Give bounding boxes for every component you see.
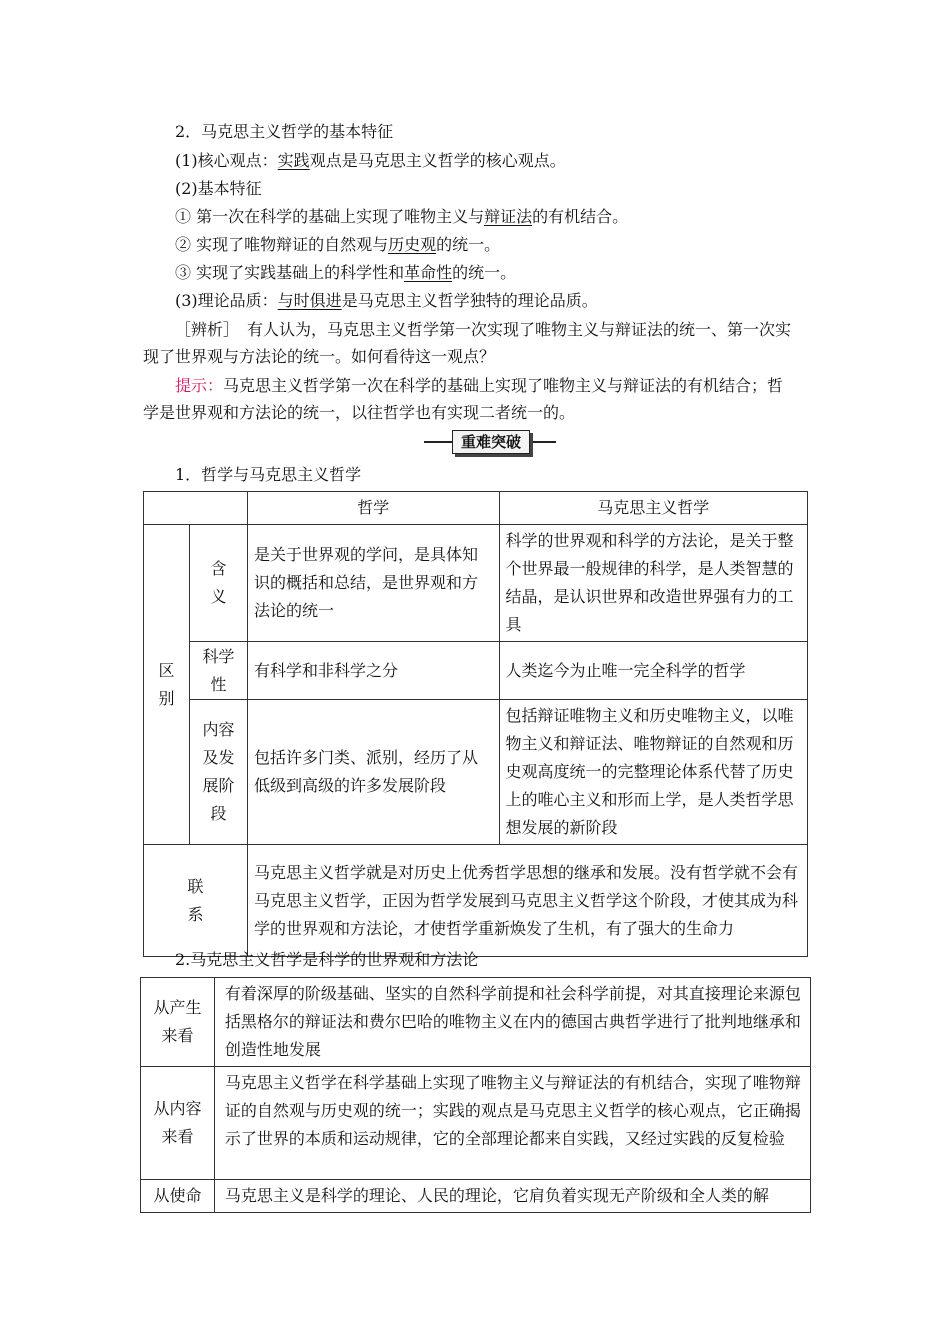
row-label: 从产生来看 (141, 978, 215, 1067)
label: (1)核心观点： (175, 151, 278, 170)
text: 观点是马克思主义哲学的核心观点。 (309, 151, 566, 170)
text: 马克思主义哲学第一次在科学的基础上实现了唯物主义与辩证法的有机结合；哲 (223, 376, 784, 395)
underlined-term: 革命性 (404, 263, 453, 282)
comparison-table (143, 491, 808, 957)
cell-marxism: 包括辩证唯物主义和历史唯物主义，以唯物主义和辩证法、唯物辩证的自然观和历史观高度统一的完整理论体系代替了历史上的唯心主义和形而上学，是人类哲学思想发展的新阶段 (499, 700, 807, 845)
analysis-line-2: 现了世界观与方法论的统一。如何看待这一观点？ (143, 347, 496, 366)
table-row (141, 1067, 811, 1180)
feature-2 (175, 234, 500, 256)
feature-1 (175, 206, 628, 228)
text: ③ 实现了实践基础上的科学性和 (175, 263, 405, 282)
row-label: 含义 (189, 525, 247, 642)
scientific-worldview-table (140, 977, 811, 1213)
underlined-term: 历史观 (388, 235, 437, 254)
section-banner (424, 430, 556, 454)
text: 的有机结合。 (532, 207, 629, 226)
row-label: 内容及发展阶段 (189, 700, 247, 845)
row-label: 从使命 (141, 1180, 215, 1213)
cell-marxism: 科学的世界观和科学的方法论，是关于整个世界最一般规律的科学，是人类智慧的结晶，是认识世界和改造世界强有力的工具 (499, 525, 807, 642)
table-row (144, 525, 808, 642)
underlined-term: 辩证法 (484, 207, 533, 226)
cell-marxism: 人类迄今为止唯一完全科学的哲学 (499, 642, 807, 700)
text: ① 第一次在科学的基础上实现了唯物主义与 (175, 207, 485, 226)
text: ② 实现了唯物辩证的自然观与 (175, 235, 389, 254)
header-empty (144, 492, 248, 525)
link-text: 马克思主义哲学就是对历史上优秀哲学思想的继承和发展。没有哲学就不会有马克思主义哲学，正因为哲学发展到马克思主义哲学这个阶段，才使其成为科学的世界观和方法论，才使哲学重新焕发了生机，有了强大的生命力 (247, 845, 807, 957)
row-text: 马克思主义是科学的理论、人民的理论，它肩负着实现无产阶级和全人类的解 (214, 1180, 810, 1213)
table-header-row (144, 492, 808, 525)
row-label: 从内容来看 (141, 1067, 215, 1180)
cell-philosophy: 包括许多门类、派别，经历了从低级到高级的许多发展阶段 (247, 700, 499, 845)
banner-label: 重难突破 (452, 430, 530, 454)
table-row (144, 700, 808, 845)
cell-philosophy: 有科学和非科学之分 (247, 642, 499, 700)
label: (3)理论品质： (175, 291, 278, 310)
feature-3 (175, 262, 516, 284)
features-heading: (2)基本特征 (175, 179, 262, 198)
hint-line-1 (175, 375, 783, 397)
banner-rule-right (530, 441, 556, 443)
section-title: 2．马克思主义哲学的基本特征 (175, 122, 394, 141)
text: 是马克思主义哲学独特的理论品质。 (341, 291, 598, 310)
table-row (141, 1180, 811, 1213)
row-text: 马克思主义哲学在科学基础上实现了唯物主义与辩证法的有机结合，实现了唯物辩证的自然观与历史观的统一；实践的观点是马克思主义哲学的核心观点，它正确揭示了世界的本质和运动规律，它的全部理论都来自实践，又经过实践的反复检验 (214, 1067, 810, 1180)
link-label: 联系 (144, 845, 248, 957)
table-row (141, 978, 811, 1067)
hint-label: 提示： (175, 376, 224, 395)
cell-philosophy: 是关于世界观的学问，是具体知识的概括和总结，是世界观和方法论的统一 (247, 525, 499, 642)
hint-line-2: 学是世界观和方法论的统一，以往哲学也有实现二者统一的。 (143, 403, 576, 422)
table-row (144, 845, 808, 957)
row-group-label: 区别 (144, 525, 190, 845)
header-philosophy: 哲学 (247, 492, 499, 525)
underlined-term: 与时俱进 (277, 291, 342, 310)
header-marxism: 马克思主义哲学 (499, 492, 807, 525)
core-viewpoint-line (175, 150, 566, 172)
row-label: 科学性 (189, 642, 247, 700)
theory-quality-line (175, 290, 598, 312)
table2-title: 2.马克思主义哲学是科学的世界观和方法论 (175, 950, 479, 969)
text: 的统一。 (452, 263, 517, 282)
row-text: 有着深厚的阶级基础、坚实的自然科学前提和社会科学前提，对其直接理论来源包括黑格尔的辩证法和费尔巴哈的唯物主义在内的德国古典哲学进行了批判地继承和创造性地发展 (214, 978, 810, 1067)
text: 的统一。 (436, 235, 501, 254)
table1-title: 1．哲学与马克思主义哲学 (175, 465, 362, 484)
table-row (144, 642, 808, 700)
underlined-term: 实践 (277, 151, 310, 170)
analysis-line-1: ［辨析］ 有人认为，马克思主义哲学第一次实现了唯物主义与辩证法的统一、第一次实 (175, 320, 792, 339)
banner-rule-left (424, 441, 452, 443)
